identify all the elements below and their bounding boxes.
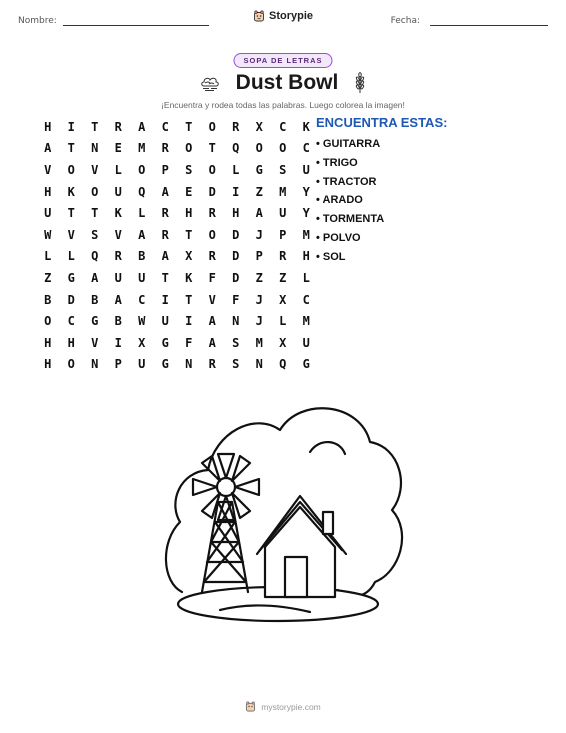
grid-cell[interactable]: C [302,292,310,307]
grid-cell[interactable]: O [279,141,287,156]
name-write-line[interactable] [63,15,209,26]
grid-cell[interactable]: A [138,227,146,242]
grid-cell[interactable]: Q [279,357,287,372]
category-badge: SOPA DE LETRAS [233,53,332,68]
word-item: • TORMENTA [316,213,385,226]
grid-cell[interactable]: M [255,335,263,350]
grid-cell[interactable]: C [67,314,75,329]
grid-cell[interactable]: F [208,270,216,285]
grid-cell[interactable]: O [208,119,216,134]
grid-cell[interactable]: O [138,162,146,177]
grid-cell[interactable]: E [185,184,193,199]
grid-cell[interactable]: X [255,119,263,134]
grid-row [36,224,318,246]
grid-cell[interactable]: I [114,335,122,350]
grid-cell[interactable]: R [232,119,240,134]
date-write-line[interactable] [430,15,548,26]
grid-cell[interactable]: B [138,249,146,264]
grid-cell[interactable]: R [208,249,216,264]
grid-cell[interactable]: U [44,206,52,221]
grid-cell[interactable]: Q [91,249,99,264]
grid-row [36,289,318,311]
grid-cell[interactable]: D [67,292,75,307]
grid-cell[interactable]: R [208,206,216,221]
grid-cell[interactable]: F [232,292,240,307]
brand-name: Storypie [268,10,314,22]
grid-cell[interactable]: T [67,206,75,221]
grid-cell[interactable]: J [255,227,263,242]
word-list [316,115,447,270]
grid-cell[interactable]: S [91,227,99,242]
grid-cell[interactable]: A [91,270,99,285]
word-item: • ARADO [316,194,363,207]
grid-cell[interactable]: I [161,292,169,307]
title-row [0,71,566,95]
grid-cell[interactable]: U [302,162,310,177]
grid-cell[interactable]: D [232,227,240,242]
grid-cell[interactable]: K [114,206,122,221]
grid-cell[interactable]: G [302,357,310,372]
grid-cell[interactable]: K [302,119,310,134]
grid-cell[interactable]: H [44,119,52,134]
word-item: • GUITARRA [316,138,381,150]
grid-cell[interactable]: P [161,162,169,177]
grid-cell[interactable]: A [138,119,146,134]
grid-cell[interactable]: Y [302,184,310,199]
grid-cell[interactable]: R [208,357,216,372]
grid-cell[interactable]: U [161,314,169,329]
word-item: • POLVO [316,231,361,244]
grid-cell[interactable]: R [114,249,122,264]
grid-cell[interactable]: R [161,227,169,242]
grid-cell[interactable]: D [232,249,240,264]
word-item: • SOL [316,250,346,263]
grid-cell[interactable]: N [185,357,193,372]
grid-cell[interactable]: V [208,292,216,307]
wheat-icon [354,72,366,94]
grid-cell[interactable]: I [232,184,240,199]
grid-cell[interactable]: P [279,227,287,242]
word-list-title: ENCUENTRA ESTAS: [316,115,448,130]
name-label: Nombre: [18,16,57,26]
grid-cell[interactable]: H [67,335,75,350]
grid-cell[interactable]: T [185,227,193,242]
grid-cell[interactable]: A [208,314,216,329]
grid-cell[interactable]: L [44,249,52,264]
grid-cell[interactable]: O [67,357,75,372]
grid-cell[interactable]: V [91,162,99,177]
grid-cell[interactable]: R [161,141,169,156]
grid-cell[interactable]: H [302,249,310,264]
grid-cell[interactable]: O [185,141,193,156]
grid-cell[interactable]: A [161,184,169,199]
grid-cell[interactable]: L [67,249,75,264]
grid-cell[interactable]: L [279,314,287,329]
instructions: ¡Encuentra y rodea todas las palabras. Luego colorea la imagen! [161,100,405,110]
grid-cell[interactable]: H [44,184,52,199]
grid-cell[interactable]: I [185,314,193,329]
cloud-inner-curve [310,442,345,454]
grid-cell[interactable]: J [255,314,263,329]
grid-cell[interactable]: M [302,227,310,242]
grid-cell[interactable]: T [185,119,193,134]
grid-row [36,332,318,354]
grid-cell[interactable]: U [138,270,146,285]
grid-cell[interactable]: Y [302,206,310,221]
grid-cell[interactable]: R [114,119,122,134]
dust-cloud-icon [200,74,220,92]
grid-cell[interactable]: B [114,314,122,329]
grid-cell[interactable]: X [185,249,193,264]
grid-cell[interactable]: M [302,314,310,329]
storypie-mascot-icon [245,701,256,712]
grid-cell[interactable]: X [279,335,287,350]
grid-cell[interactable]: O [91,184,99,199]
grid-cell[interactable]: L [302,270,310,285]
grid-cell[interactable]: L [232,162,240,177]
date-label: Fecha: [390,16,420,26]
grid-row [36,159,318,181]
grid-cell[interactable]: U [114,270,122,285]
grid-cell[interactable]: M [138,141,146,156]
grid-cell[interactable]: O [208,162,216,177]
grid-cell[interactable]: U [302,335,310,350]
grid-cell[interactable]: G [255,162,263,177]
grid-cell[interactable]: O [44,314,52,329]
grid-cell[interactable]: J [255,292,263,307]
grid-cell[interactable]: Q [232,141,240,156]
grid-cell[interactable]: F [185,335,193,350]
name-field [18,15,209,26]
grid-cell[interactable]: S [185,162,193,177]
footer-url[interactable]: mystorypie.com [261,701,321,712]
grid-cell[interactable]: A [208,335,216,350]
grid-cell[interactable]: G [91,314,99,329]
grid-cell[interactable]: H [185,206,193,221]
page-title: Dust Bowl [235,71,339,94]
grid-cell[interactable]: Z [44,270,52,285]
grid-cell[interactable]: T [67,141,75,156]
grid-cell[interactable]: U [279,206,287,221]
house-chimney [323,512,333,534]
grid-cell[interactable]: Z [255,184,263,199]
grid-row [36,267,318,289]
grid-cell[interactable]: S [232,335,240,350]
grid-row [36,181,318,203]
grid-cell[interactable]: H [232,206,240,221]
grid-cell[interactable]: T [161,270,169,285]
grid-cell[interactable]: A [255,206,263,221]
grid-cell[interactable]: T [208,141,216,156]
grid-cell[interactable]: H [44,335,52,350]
grid-cell[interactable]: V [44,162,52,177]
grid-cell[interactable]: W [138,314,146,329]
grid-cell[interactable]: R [161,206,169,221]
grid-cell[interactable]: M [279,184,287,199]
grid-row [36,246,318,268]
grid-cell[interactable]: C [279,119,287,134]
grid-cell[interactable]: B [91,292,99,307]
grid-cell[interactable]: K [67,184,75,199]
date-field [391,15,548,26]
grid-cell[interactable]: X [138,335,146,350]
grid-cell[interactable]: A [161,249,169,264]
grid-cell[interactable]: T [91,119,99,134]
grid-cell[interactable]: G [161,357,169,372]
grid-cell[interactable]: G [161,335,169,350]
grid-cell[interactable]: T [91,206,99,221]
grid-cell[interactable]: O [208,227,216,242]
grid-cell[interactable]: D [208,184,216,199]
grid-row [36,116,318,138]
grid-cell[interactable]: N [232,314,240,329]
grid-cell[interactable]: I [67,119,75,134]
grid-cell[interactable]: Q [138,184,146,199]
grid-cell[interactable]: U [138,357,146,372]
grid-cell[interactable]: C [161,119,169,134]
grid-cell[interactable]: O [255,141,263,156]
letter-grid[interactable] [36,116,318,375]
grid-cell[interactable]: D [232,270,240,285]
grid-row [36,354,318,376]
grid-cell[interactable]: L [114,162,122,177]
grid-cell[interactable]: G [67,270,75,285]
brand-logo [253,10,313,22]
grid-cell[interactable]: R [279,249,287,264]
grid-cell[interactable]: U [114,184,122,199]
grid-cell[interactable]: N [91,141,99,156]
grid-cell[interactable]: A [114,292,122,307]
grid-cell[interactable]: L [138,206,146,221]
grid-cell[interactable]: P [114,357,122,372]
grid-cell[interactable]: N [255,357,263,372]
grid-cell[interactable]: O [67,162,75,177]
grid-cell[interactable]: W [44,227,52,242]
header-row [18,12,548,32]
grid-cell[interactable]: Z [255,270,263,285]
grid-cell[interactable]: V [114,227,122,242]
grid-cell[interactable]: C [302,141,310,156]
grid-cell[interactable]: A [44,141,52,156]
house-door [285,557,307,597]
grid-cell[interactable]: X [279,292,287,307]
grid-cell[interactable]: Z [279,270,287,285]
grid-row [36,202,318,224]
grid-cell[interactable]: P [255,249,263,264]
word-item: • TRACTOR [316,175,377,188]
grid-row [36,310,318,332]
grid-cell[interactable]: B [44,292,52,307]
grid-cell[interactable]: S [279,162,287,177]
grid-cell[interactable]: T [185,292,193,307]
grid-cell[interactable]: C [138,292,146,307]
storypie-mascot-icon [253,10,265,22]
grid-cell[interactable]: S [232,357,240,372]
grid-row [36,138,318,160]
grid-cell[interactable]: H [44,357,52,372]
grid-cell[interactable]: K [185,270,193,285]
word-item: • TRIGO [316,156,358,169]
grid-cell[interactable]: E [114,141,122,156]
farmhouse-windmill-illustration[interactable] [160,392,410,632]
footer [0,701,566,712]
grid-cell[interactable]: N [91,357,99,372]
grid-cell[interactable]: V [67,227,75,242]
grid-cell[interactable]: V [91,335,99,350]
